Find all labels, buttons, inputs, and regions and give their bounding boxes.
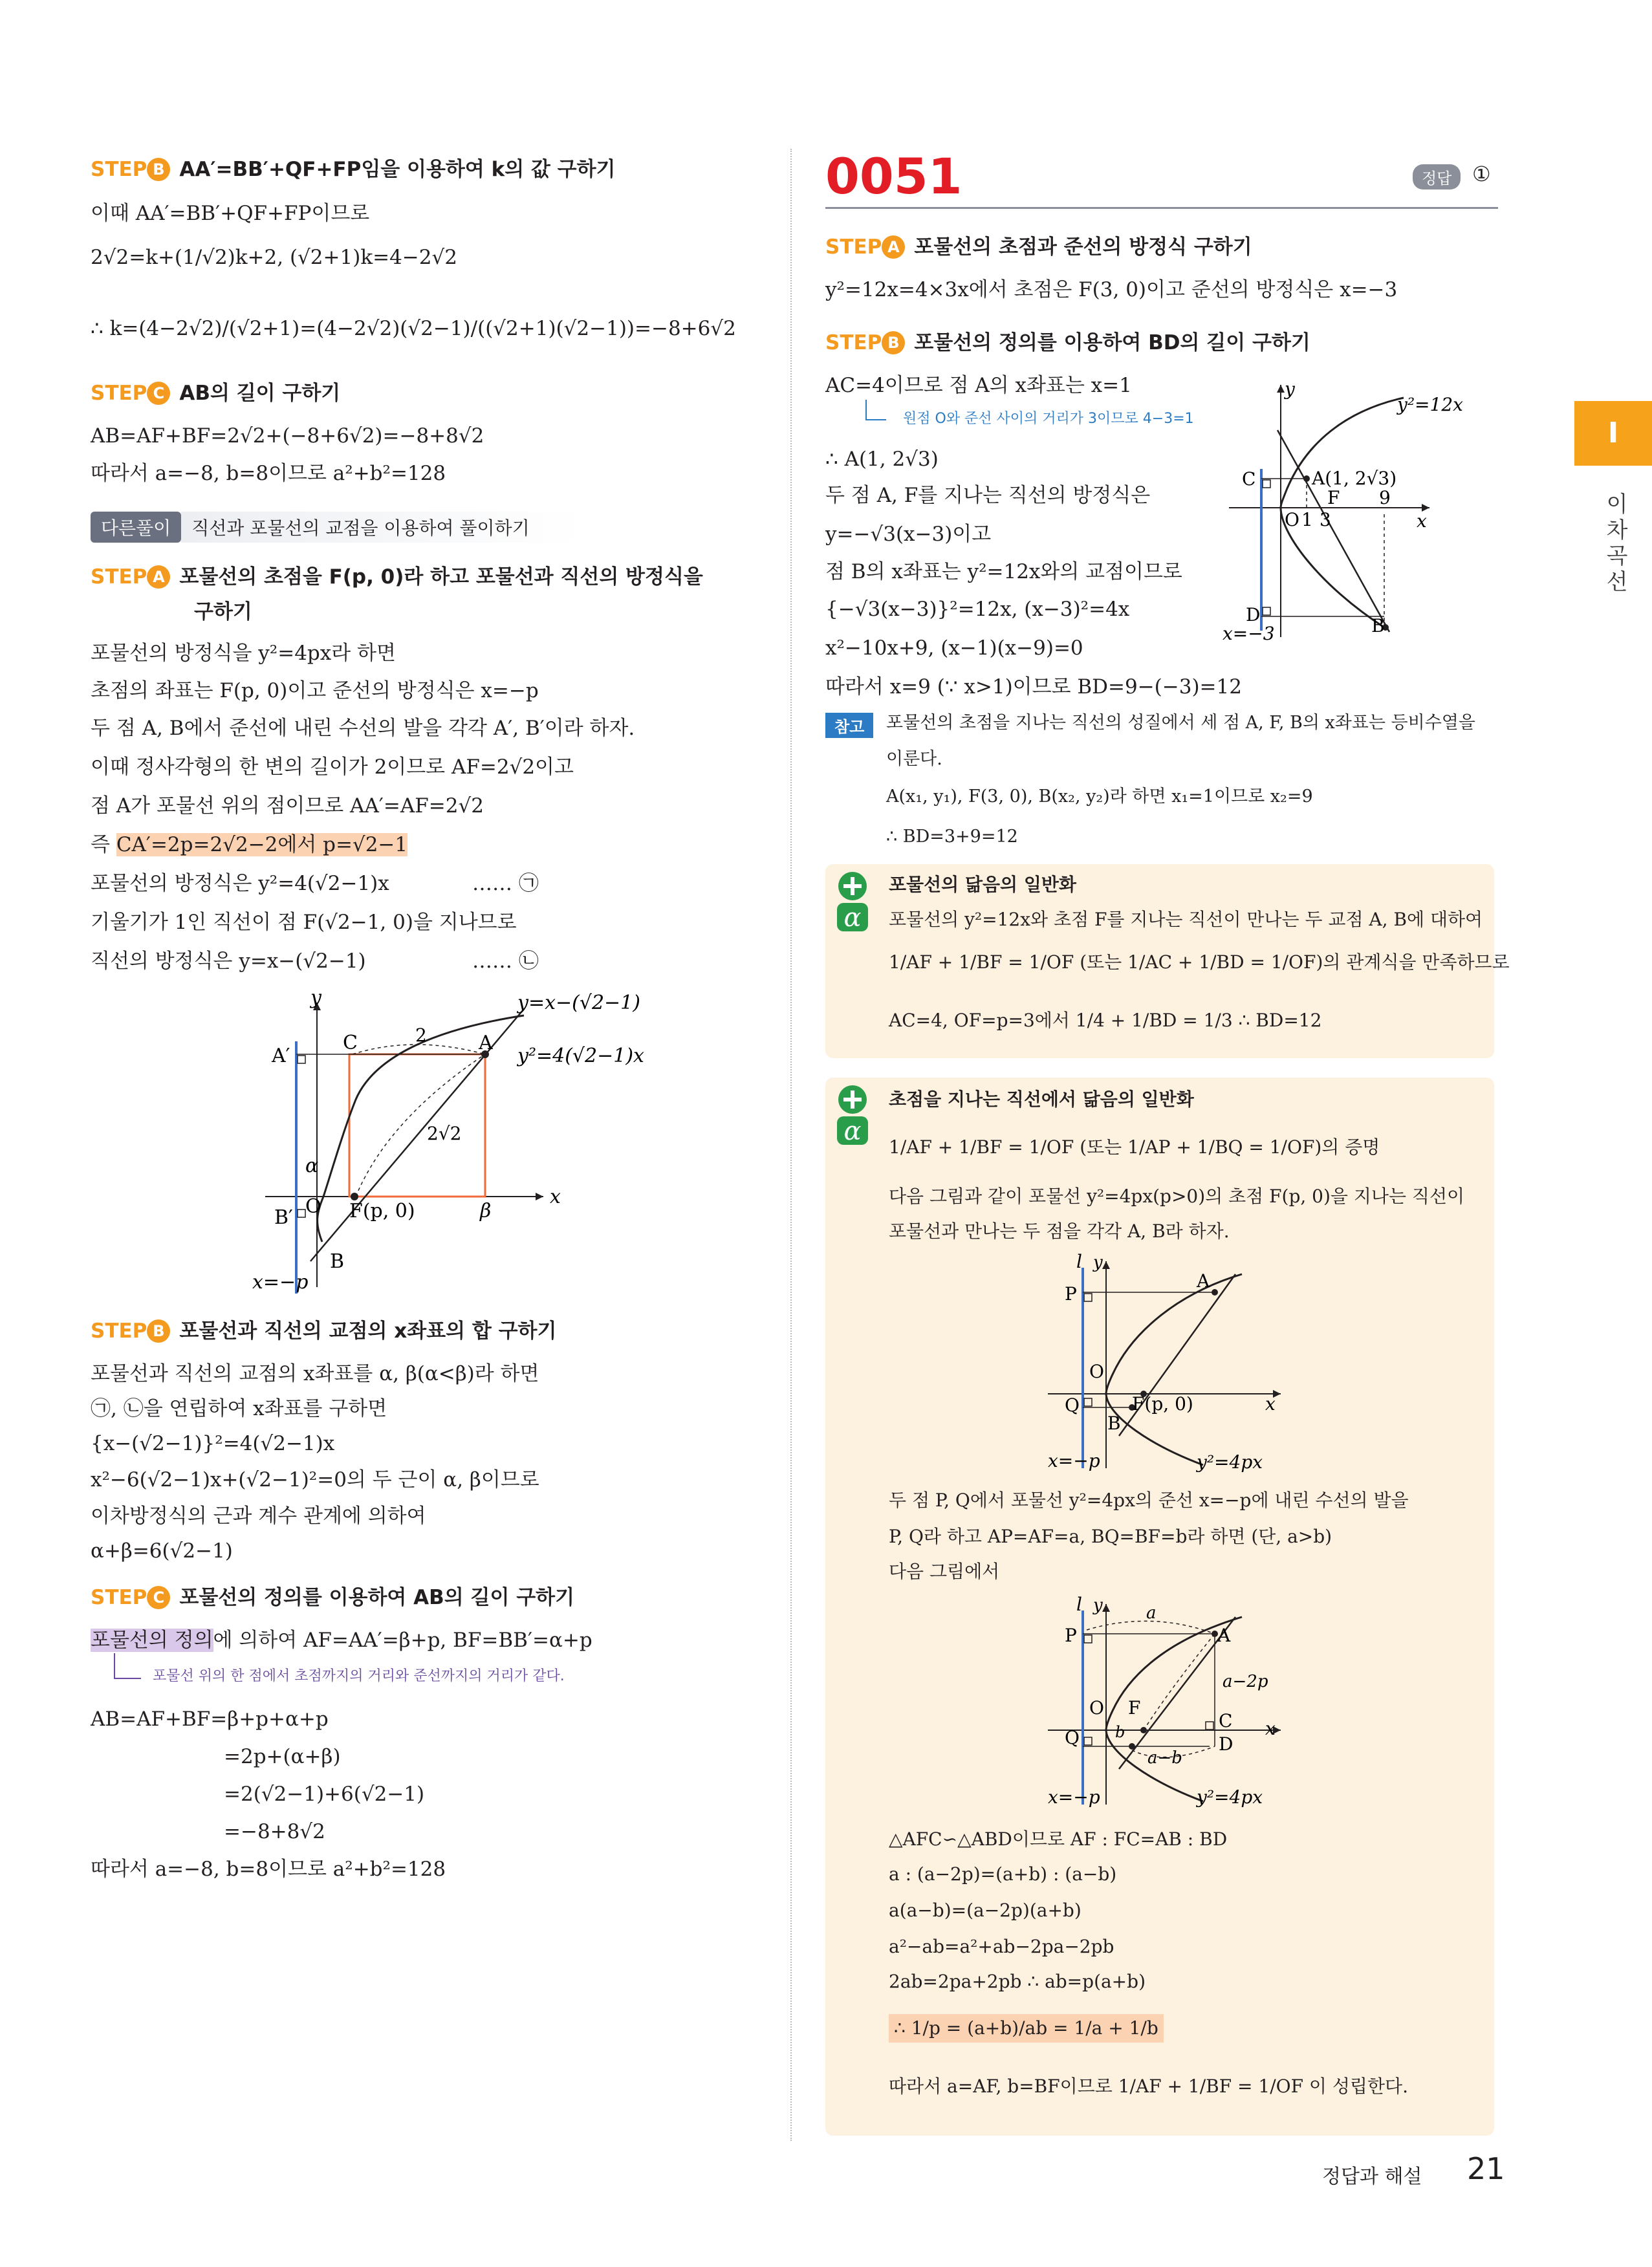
fig1-y: y <box>310 990 321 1009</box>
tip-box-text: P, Q라 하고 AP=AF=a, BQ=BF=b라 하면 (단, a>b) <box>889 1526 1332 1547</box>
reference-text: A(x₁, y₁), F(3, 0), B(x₂, y₂)라 하면 x₁=1이므로 x₂=9 <box>886 786 1313 807</box>
fig2-directrix: x=−3 <box>1223 623 1275 644</box>
text-line: α+β=6(√2−1) <box>91 1539 233 1563</box>
text-line: 즉 CA′=2p=2√2−2에서 p=√2−1 <box>91 833 408 856</box>
note-text: 원점 O와 준선 사이의 거리가 3이므로 4−3=1 <box>903 411 1194 427</box>
alt-solution-bar <box>91 511 581 543</box>
fig4-amb: a−b <box>1147 1748 1182 1768</box>
tip-box-text: △AFC∽△ABD이므로 AF : FC=AB : BD <box>889 1828 1228 1850</box>
text-line: {−√3(x−3)}²=12x, (x−3)²=4x <box>825 598 1130 621</box>
reference-badge: 참고 <box>825 713 873 738</box>
text-line: 2√2=k+(1/√2)k+2, (√2+1)k=4−2√2 <box>91 246 457 269</box>
fig4-O: O <box>1089 1697 1104 1719</box>
note-arrow <box>865 400 886 420</box>
step-a-heading: STEP A 포물선의 초점을 F(p, 0)라 하고 포물선과 직선의 방정식을 <box>91 565 703 589</box>
tip-box-text: 포물선의 y²=12x와 초점 F를 지나는 직선이 만나는 두 교점 A, B에 대하여 <box>889 909 1483 930</box>
text-line: AC=4이므로 점 A의 x좌표는 x=1 <box>825 374 1132 397</box>
figure-parabola-4px <box>1035 1248 1345 1481</box>
tip-box-text: AC=4, OF=p=3에서 1/4 + 1/BD = 1/3 ∴ BD=12 <box>889 1010 1322 1031</box>
equation-marker: …… ㉡ <box>472 949 539 973</box>
tip-box-text: 1/AF + 1/BF = 1/OF (또는 1/AP + 1/BQ = 1/OF)의 증명 <box>889 1136 1380 1158</box>
fig1-C: C <box>343 1032 358 1054</box>
step-a-heading-cont: 구하기 <box>194 600 252 624</box>
fig2-x: x <box>1417 510 1427 532</box>
fig1-two: 2 <box>415 1025 427 1046</box>
figure-parabola-12x <box>1216 372 1514 650</box>
text-line: 점 A가 포물선 위의 점이므로 AA′=AF=2√2 <box>91 794 484 818</box>
fig3-Q: Q <box>1065 1394 1080 1416</box>
header-rule <box>825 207 1498 209</box>
fig3-P: P <box>1065 1283 1077 1305</box>
fig2-nine: 9 <box>1379 487 1391 508</box>
text-line: ∴ A(1, 2√3) <box>825 448 939 471</box>
fig3-directrix: x=−p <box>1048 1450 1100 1471</box>
text-line: 따라서 a=−8, b=8이므로 a²+b²=128 <box>91 462 446 485</box>
note-arrow <box>114 1653 141 1679</box>
step-a-heading: STEP A 포물선의 초점과 준선의 방정식 구하기 <box>825 235 1252 259</box>
text-line: x²−6(√2−1)x+(√2−1)²=0의 두 근이 α, β이므로 <box>91 1468 539 1491</box>
tip-box-text: a(a−b)=(a−2p)(a+b) <box>889 1900 1081 1921</box>
equation-marker: …… ㉠ <box>472 872 539 895</box>
fig1-O: O <box>305 1195 321 1218</box>
fig1-parab-label: y²=4(√2−1)x <box>517 1045 644 1067</box>
fig1-rt: 2√2 <box>427 1123 462 1144</box>
alt-solution-badge: 다른풀이 <box>91 512 181 543</box>
text-line: 포물선의 방정식은 y²=4(√2−1)x <box>91 872 389 895</box>
fig1-directrix: x=−p <box>252 1271 309 1294</box>
text-line: ㉠, ㉡을 연립하여 x좌표를 구하면 <box>91 1397 387 1420</box>
fig1-B: B <box>330 1250 345 1273</box>
fig3-y: y <box>1093 1253 1103 1272</box>
text-line: y=−√3(x−3)이고 <box>825 523 992 546</box>
fig1-alpha: α <box>305 1155 319 1177</box>
fig4-A: A <box>1217 1625 1231 1646</box>
step-c-heading: STEP C 포물선의 정의를 이용하여 AB의 길이 구하기 <box>91 1586 575 1609</box>
text-line: 포물선과 직선의 교점의 x좌표를 α, β(α<β)라 하면 <box>91 1362 539 1385</box>
fig4-Q: Q <box>1065 1727 1080 1748</box>
chapter-label: 이차곡선 <box>1606 492 1628 595</box>
text-line: AB=AF+BF=2√2+(−8+6√2)=−8+8√2 <box>91 424 484 448</box>
step-b-heading: STEP B 포물선과 직선의 교점의 x좌표의 합 구하기 <box>91 1319 557 1343</box>
answer-value: ① <box>1472 162 1491 186</box>
fig1-x: x <box>550 1186 561 1208</box>
fig1-A1: A′ <box>272 1045 290 1067</box>
tip-box-title: 초점을 지나는 직선에서 닮음의 일반화 <box>889 1089 1194 1110</box>
reference-text: 포물선의 초점을 지나는 직선의 성질에서 세 점 A, F, B의 x좌표는 등비수열을 <box>886 713 1475 733</box>
fig2-B: B <box>1371 615 1385 636</box>
chapter-roman: I <box>1607 417 1619 450</box>
fig4-parab: y²=4px <box>1197 1786 1263 1808</box>
fig4-a: a <box>1146 1603 1157 1623</box>
svg-text:α: α <box>843 903 862 933</box>
text-line: y²=12x=4×3x에서 초점은 F(3, 0)이고 준선의 방정식은 x=−3 <box>825 278 1398 301</box>
reference-text: ∴ BD=3+9=12 <box>886 827 1018 847</box>
text-line: 이차방정식의 근과 계수 관계에 의하여 <box>91 1504 426 1528</box>
fig1-line-label: y=x−(√2−1) <box>517 992 640 1014</box>
fig2-y: y <box>1285 378 1295 400</box>
fig4-b: b <box>1115 1723 1125 1741</box>
problem-number: 0051 <box>825 147 962 205</box>
fig4-F: F <box>1128 1697 1141 1719</box>
fig2-parab: y²=12x <box>1397 394 1463 415</box>
footer-label: 정답과 해설 <box>1322 2165 1422 2188</box>
text-line: 점 B의 x좌표는 y²=12x와의 교점이므로 <box>825 560 1182 583</box>
text-line: 따라서 a=−8, b=8이므로 a²+b²=128 <box>91 1858 446 1881</box>
tip-box-text: a²−ab=a²+ab−2pa−2pb <box>889 1936 1114 1957</box>
fig2-O: O <box>1285 509 1299 530</box>
fig4-P: P <box>1065 1625 1077 1646</box>
fig2-A: A(1, 2√3) <box>1312 468 1397 489</box>
step-b-heading: STEP B 포물선의 정의를 이용하여 BD의 길이 구하기 <box>825 331 1310 354</box>
text-line: x²−10x+9, (x−1)(x−9)=0 <box>825 636 1083 660</box>
tip-box-text: 포물선과 만나는 두 점을 각각 A, B라 하자. <box>889 1220 1230 1242</box>
answer-badge: 정답 <box>1413 164 1461 190</box>
tip-box-text: 1/AF + 1/BF = 1/OF (또는 1/AC + 1/BD = 1/OF)의 관계식을 만족하므로 <box>889 951 1510 973</box>
tip-box-text: a : (a−2p)=(a+b) : (a−b) <box>889 1863 1117 1885</box>
text-line: =2(√2−1)+6(√2−1) <box>224 1783 425 1806</box>
text-line: 직선의 방정식은 y=x−(√2−1) <box>91 949 366 973</box>
text-line: =2p+(α+β) <box>224 1745 341 1768</box>
svg-text:α: α <box>843 1116 862 1146</box>
fig1-beta: β <box>480 1200 492 1222</box>
plus-alpha-icon <box>833 1084 872 1149</box>
fig4-am2p: a−2p <box>1223 1672 1268 1691</box>
fig4-x: x <box>1265 1718 1276 1739</box>
highlight-orange: CA′=2p=2√2−2에서 p=√2−1 <box>116 833 408 856</box>
text-line: 이때 정사각형의 한 변의 길이가 2이므로 AF=2√2이고 <box>91 755 574 779</box>
page-number: 21 <box>1467 2151 1505 2186</box>
fig2-F: F <box>1327 487 1340 508</box>
tip-box-text: 다음 그림과 같이 포물선 y²=4px(p>0)의 초점 F(p, 0)을 지나는 직선이 <box>889 1186 1465 1207</box>
fig2-D: D <box>1246 604 1261 625</box>
plus-alpha-icon <box>833 871 872 935</box>
note-text: 포물선 위의 한 점에서 초점까지의 거리와 준선까지의 거리가 같다. <box>153 1668 565 1684</box>
fig3-O: O <box>1089 1361 1104 1382</box>
fig3-F: F(p, 0) <box>1132 1393 1193 1415</box>
fig1-F: F(p, 0) <box>349 1200 415 1222</box>
figure-parabola-square <box>246 990 712 1300</box>
text-line: 따라서 x=9 (∵ x>1)이므로 BD=9−(−3)=12 <box>825 675 1242 699</box>
alt-solution-title: 직선과 포물선의 교점을 이용하여 풀이하기 <box>181 512 581 543</box>
text-line: 기울기가 1인 직선이 점 F(√2−1, 0)을 지나므로 <box>91 911 517 934</box>
highlight-purple: 포물선의 정의 <box>91 1629 213 1652</box>
tip-box-text: 다음 그림에서 <box>889 1561 1000 1582</box>
fig3-B: B <box>1107 1413 1121 1434</box>
tip-box-text: 따라서 a=AF, b=BF이므로 1/AF + 1/BF = 1/OF 이 성립한다. <box>889 2076 1408 2097</box>
fig4-directrix: x=−p <box>1048 1786 1100 1808</box>
reference-text: 이룬다. <box>886 749 942 769</box>
text-line: 포물선의 방정식을 y²=4px라 하면 <box>91 642 396 665</box>
column-divider <box>790 149 792 2141</box>
fig2-three: 3 <box>1320 509 1331 530</box>
fig2-C: C <box>1242 468 1256 490</box>
fig2-one: 1 <box>1301 509 1313 530</box>
text-line: 포물선의 정의에 의하여 AF=AA′=β+p, BF=BB′=α+p <box>91 1629 592 1652</box>
text-line: 두 점 A, B에서 준선에 내린 수선의 발을 각각 A′, B′이라 하자. <box>91 717 635 740</box>
text-line: AB=AF+BF=β+p+α+p <box>91 1708 329 1731</box>
fig1-B1: B′ <box>274 1206 293 1229</box>
fig3-A: A <box>1197 1270 1210 1292</box>
tip-box-title: 포물선의 닮음의 일반화 <box>889 874 1076 895</box>
step-c-heading: STEP C AB의 길이 구하기 <box>91 382 341 405</box>
fig3-parab: y²=4px <box>1197 1451 1263 1473</box>
text-line: 이때 AA′=BB′+QF+FP이므로 <box>91 202 370 225</box>
text-line: ∴ k=(4−2√2)/(√2+1)=(4−2√2)(√2−1)/((√2+1)(√2−1))=−8+6√2 <box>91 317 736 340</box>
fig3-l: l <box>1076 1251 1082 1272</box>
step-b-heading: STEP B AA′=BB′+QF+FP임을 이용하여 k의 값 구하기 <box>91 158 616 181</box>
text-line: 두 점 A, F를 지나는 직선의 방정식은 <box>825 484 1151 507</box>
fig4-D: D <box>1219 1733 1234 1755</box>
tip-box-text: 2ab=2pa+2pb ∴ ab=p(a+b) <box>889 1971 1146 1992</box>
fig4-C: C <box>1219 1710 1233 1731</box>
tip-box-text: 두 점 P, Q에서 포물선 y²=4px의 준선 x=−p에 내린 수선의 발을 <box>889 1490 1409 1511</box>
fig3-x: x <box>1265 1393 1276 1415</box>
fig1-A: A <box>479 1032 493 1054</box>
fig4-l: l <box>1076 1594 1082 1615</box>
chapter-tab <box>1574 401 1652 466</box>
figure-parabola-proof <box>1035 1591 1345 1824</box>
fig4-y: y <box>1093 1596 1103 1615</box>
text-line: 초점의 좌표는 F(p, 0)이고 준선의 방정식은 x=−p <box>91 679 539 702</box>
text-line: {x−(√2−1)}²=4(√2−1)x <box>91 1432 335 1455</box>
highlight-orange: ∴ 1/p = (a+b)/ab = 1/a + 1/b <box>889 2014 1164 2043</box>
text-line: =−8+8√2 <box>224 1820 325 1843</box>
